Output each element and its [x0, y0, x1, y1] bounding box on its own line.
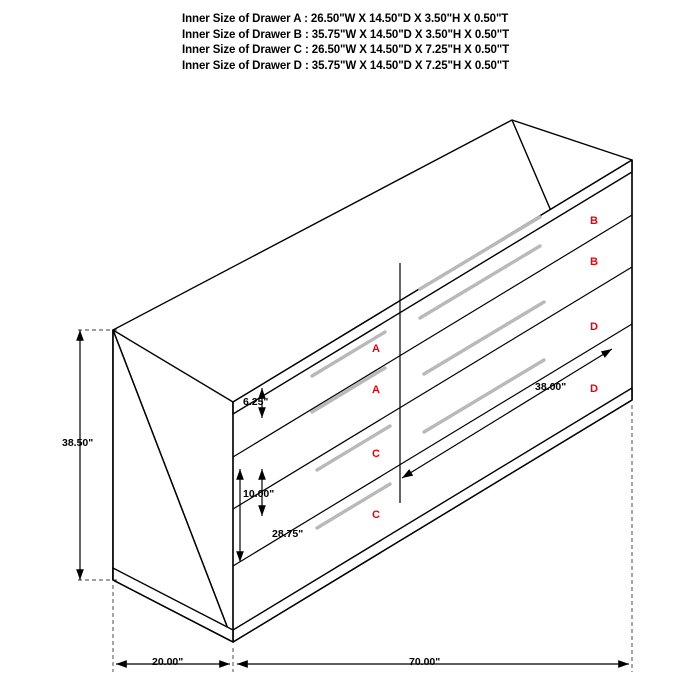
- drawer-label-d2: D: [590, 383, 598, 395]
- drawer-label-d1: D: [590, 321, 598, 333]
- dimension-label-mid-drawer: 10.00": [243, 488, 275, 500]
- dimension-label-height: 38.50": [62, 437, 94, 449]
- dimension-label-diagonal: 38.00": [535, 381, 567, 393]
- spec-line-b: Inner Size of Drawer B : 35.75"W X 14.50"D X 3.50"H X 0.50"T: [182, 28, 510, 41]
- spec-line-c: Inner Size of Drawer C : 26.50"W X 14.50"D X 7.25"H X 0.50"T: [182, 44, 510, 56]
- spec-line-a: Inner Size of Drawer A : 26.50"W X 14.50"D X 3.50"H X 0.50"T: [182, 13, 509, 25]
- drawer-label-c2: C: [372, 509, 380, 521]
- dimension-label-depth: 20.00": [152, 656, 184, 668]
- spec-line-d: Inner Size of Drawer D : 35.75"W X 14.50"D X 7.25"H X 0.50"T: [182, 59, 510, 72]
- dimension-label-top-drawer: 6.25": [243, 396, 269, 408]
- drawer-label-a1: A: [372, 343, 380, 355]
- dimension-label-lower-stack: 28.75": [272, 528, 304, 540]
- drawer-label-c1: C: [372, 448, 380, 460]
- drawer-label-b2: B: [590, 256, 598, 268]
- drawer-label-b1: B: [590, 215, 598, 227]
- dimension-label-width: 70.00": [409, 656, 441, 668]
- drawer-label-a2: A: [372, 384, 380, 396]
